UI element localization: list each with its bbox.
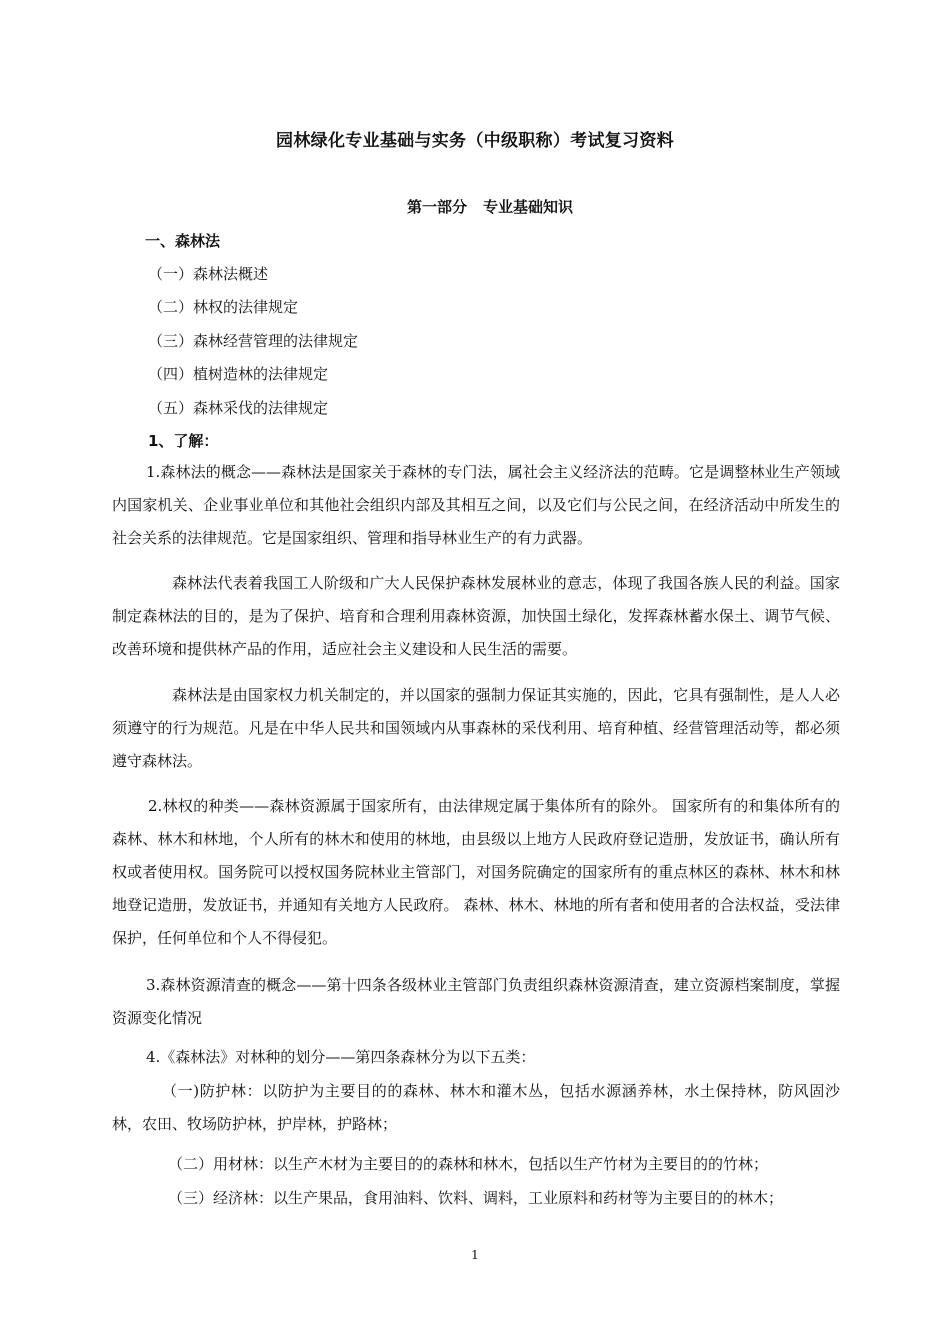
- paragraph-protection-forest: （一)防护林：以防护为主要目的的森林、林木和灌木丛，包括水源涵养林，水土保持林，防风固沙林，农田、牧场防护林，护岸林，护路林；: [112, 1082, 840, 1133]
- outline-item: （五）森林采伐的法律规定: [148, 399, 329, 417]
- paragraph-forest-law-will: 森林法代表着我国工人阶级和广大人民保护森林发展林业的意志，体现了我国各族人民的利益。国家制定森林法的目的，是为了保护、培育和合理利用森林资源，加快国土绿化，发挥森林蓄水保土、调节气候、改善环境和提供林产品的作用，适应社会主义建设和人民生活的需要。: [112, 574, 840, 658]
- paragraph-forest-law-mandatory: 森林法是由国家权力机关制定的，并以国家的强制力保证其实施的，因此，它具有强制性，是人人必须遵守的行为规范。凡是在中华人民共和国领域内从事森林的采伐利用、培育种植、经营管理活动等，都必须遵守森林法。: [112, 686, 840, 770]
- paragraph-economic-forest: （三）经济林：以生产果品，食用油料、饮料、调料，工业原料和药材等为主要目的的林木；: [168, 1189, 784, 1207]
- paragraph-forest-rights: 2.林权的种类——森林资源属于国家所有，由法律规定属于集体所有的除外。 国家所有的和集体所有的森林、林木和林地，个人所有的林木和使用的林地，由县级以上地方人民政府登记造册，发放证书，确认所有权或者使用权。国务院可以授权国务院林业主管部门，对国务院确定的国家所有的重点林区的森林、林木和林地登记造册，发放证书，并通知有关地方人民政府。 森林、林木、林地的所有者和使用者的合法权益，受法律保护，任何单位和个人不得侵犯。: [112, 797, 840, 947]
- outline-item: （四）植树造林的法律规定: [148, 365, 329, 383]
- outline-item: （三）森林经营管理的法律规定: [148, 332, 359, 350]
- page-number: 1: [471, 1248, 479, 1262]
- document-title: 园林绿化专业基础与实务（中级职称）考试复习资料: [276, 131, 674, 151]
- paragraph-timber-forest: （二）用材林：以生产木材为主要目的的森林和林木，包括以生产竹材为主要目的的竹林；: [168, 1155, 769, 1173]
- outline-item: （二）林权的法律规定: [148, 298, 299, 316]
- paragraph-forest-law-concept: 1.森林法的概念——森林法是国家关于森林的专门法，属社会主义经济法的范畴。它是调整林业生产领域内国家机关、企业事业单位和其他社会组织内部及其相互之间，以及它们与公民之间，在经济活动中所发生的社会关系的法律规范。它是国家组织、管理和指导林业生产的有力武器。: [112, 463, 840, 547]
- part-name: 专业基础知识: [483, 198, 574, 216]
- paragraph-forest-types: 4.《森林法》对林种的划分——第四条森林分为以下五类：: [146, 1048, 536, 1066]
- part-label: 第一部分: [406, 198, 467, 216]
- understand-heading: 1、了解：: [148, 432, 219, 450]
- outline-item: （一）森林法概述: [148, 265, 269, 283]
- part-heading: [0, 196, 950, 217]
- section-heading-forest-law: 一、森林法: [145, 232, 221, 250]
- paragraph-resource-inventory: 3.森林资源清查的概念——第十四条各级林业主管部门负责组织森林资源清查，建立资源档案制度，掌握资源变化情况: [112, 976, 840, 1027]
